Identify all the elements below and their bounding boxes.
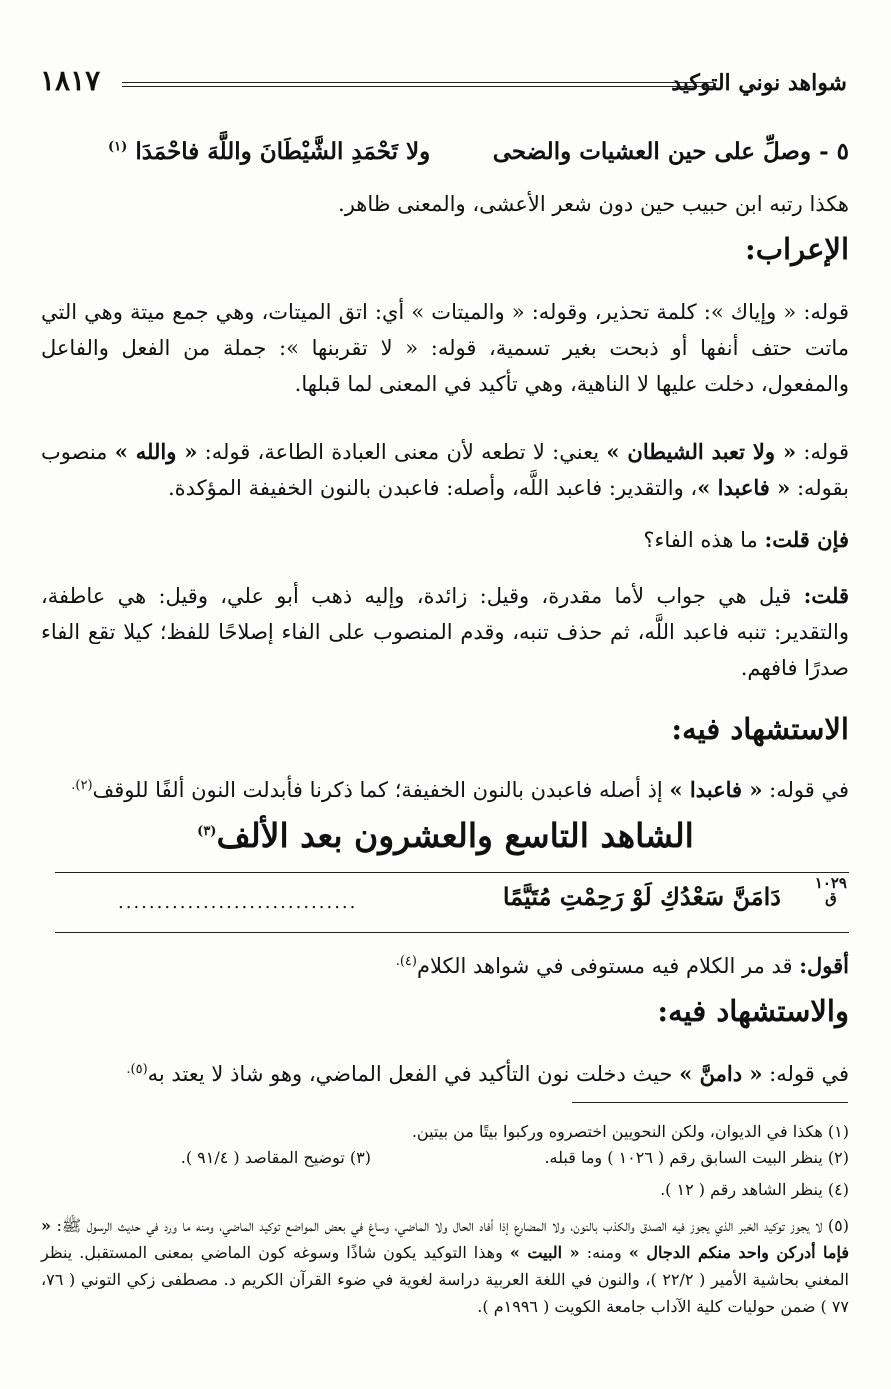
verse-first-half (493, 138, 849, 165)
footnote-ref-4: (٤). (395, 954, 417, 969)
footnote-rule (572, 1102, 848, 1103)
section-title (0, 816, 891, 855)
i3rab-paragraph-1: قوله: « وإياك »: كلمة تحذير، وقوله: « والميتات » أي: اتق الميتات، وهي جمع ميتة وهي التي ماتت حتف أنفها أو ذبحت بغير تسمية، قوله: « لا تقربنها »: جملة من الفعل والفاعل والمفعول، دخلت عليها لا الناهية، وهي تأكيد في المعنى لما قبلها. (41, 300, 849, 396)
footnote-5-bold-1: « فإما أدركن واحد منكم الدجال » (41, 1216, 850, 1262)
istishhad-line-2 (41, 1052, 849, 1092)
verse-number: ٥ - (819, 138, 849, 165)
verse-box-code: ق (825, 889, 837, 907)
footnote-5 (41, 1212, 849, 1320)
question-label: فإن قلت: (764, 527, 849, 552)
answer-text: قيل هي جواب لأما مقدرة، وقيل: زائدة، وإليه ذهب أبو علي، وقيل: هي عاطفة، والتقدير: تنبه فاعبد اللَّه، ثم حذف تنبه، وقدم المنصوب على الفاء إصلاحًا للفظ؛ كيلا تقع الفاء صدرًا فافهم. (41, 584, 849, 680)
istishhad2-bold: « دامنَّ » (679, 1061, 763, 1086)
p2-lead: قوله: (796, 440, 849, 464)
footnote-4: (٤) ينظر الشاهد رقم ( ١٢ ). (660, 1180, 849, 1199)
footnote-2: (٢) ينظر البيت السابق رقم ( ١٠٢٦ ) وما قبله. (544, 1148, 849, 1167)
answer-paragraph (41, 578, 849, 686)
footnote-5-part-c: وهذا التوكيد يكون شاذًا وسوغه كون الماضي بمعنى المستقبل. ينظر المغني بحاشية الأمير ( ٢٢/٢ )، والنون في اللغة العربية دراسة لغوية في ضوء القرآن الكريم د. مصطفى زكي التوني ( ٧٦، ٧٧ ) ضمن حوليات كلية الآداب جامعة الكويت ( ١٩٩٦م ). (41, 1243, 849, 1316)
footnote-1: (١) هكذا في الديوان، ولكن النحويين اختصروه وركبوا بيتًا من بيتين. (411, 1122, 849, 1141)
footnote-3: (٣) توضيح المقاصد ( ٩١/٤ ). (180, 1148, 371, 1167)
verse-box-top-rule (55, 872, 849, 873)
p2-tail: ، والتقدير: فاعبد اللَّه، وأصله: فاعبدن بالنون الخفيفة المؤكدة. (167, 476, 698, 500)
aqul-text: قد مر الكلام فيه مستوفى في شواهد الكلام (416, 954, 800, 978)
question-line (41, 522, 849, 558)
p2-bold-1: « ولا تعبد الشيطان » (606, 439, 797, 464)
aqul-line (41, 944, 849, 984)
istishhad2-tail: حيث دخلت نون التأكيد في الفعل الماضي، وهو شاذ لا يعتد به (147, 1062, 680, 1086)
istishhad-heading-2: والاستشهاد فيه: (657, 994, 849, 1028)
header-rule (122, 82, 714, 87)
verse-box-bottom-rule (55, 932, 849, 933)
footnote-ref-5: (٥). (126, 1062, 148, 1077)
p2-bold-3: « فاعبدا » (697, 475, 791, 500)
verse-box-text: دَامَنَّ سَعْدُكِ لَوْ رَحِمْتِ مُتَيَّمًا (502, 882, 781, 911)
i3rab-heading: الإعراب: (745, 232, 849, 266)
istishhad2-lead: في قوله: (762, 1062, 849, 1086)
verse-box-number-value: ١٠٢٩ (814, 874, 847, 892)
intro-line: هكذا رتبه ابن حبيب حين دون شعر الأعشى، والمعنى ظاهر. (338, 192, 849, 216)
section-title-text: الشاهد التاسع والعشرون بعد الألف (216, 816, 694, 855)
running-header-title: شواهد نوني التوكيد (671, 70, 847, 96)
page-number: ١٨١٧ (40, 64, 101, 97)
aqul-label: أقول: (799, 953, 849, 978)
istishhad1-lead: في قوله: (762, 778, 849, 802)
question-text: ما هذه الفاء؟ (643, 528, 765, 552)
footnote-5-part-a: (٥) لا يجوز توكيد الخبر الذي يجوز فيه الصدق والكذب بالنون، ولا المضارع إذا أفاد الحال ولا الماضي، وساغ في بعض المواضع توكيد الماضي، ومنه ما ورد في حديث الرسول ﷺ: (51, 1216, 850, 1235)
p2-bold-2: « والله » (114, 439, 198, 464)
p2-mid-2: منصوب بقوله: (41, 440, 849, 500)
p2-mid-1: يعني: لا تطعه لأن معنى العبادة الطاعة، قوله: (197, 440, 607, 464)
i3rab-paragraph-2 (41, 434, 849, 506)
verse-first-half-text: وصلِّ على حين العشيات والضحى (492, 138, 812, 165)
istishhad1-tail: إذ أصله فاعبدن بالنون الخفيفة؛ كما ذكرنا فأبدلت النون ألفًا للوقف (92, 778, 670, 802)
istishhad-line-1 (41, 768, 849, 808)
verse-second-half (108, 138, 430, 165)
footnote-ref-1: (١) (108, 139, 128, 155)
footnote-5-mid: ومنه: (579, 1243, 629, 1262)
verse-second-half-text: ولا تَحْمَدِ الشَّيْطَانَ واللَّهَ فاحْمَدَا (135, 138, 431, 165)
footnote-ref-3: (٣) (197, 824, 217, 839)
answer-label: قلت: (803, 583, 849, 608)
verse-box-number (815, 876, 847, 906)
istishhad1-bold: « فاعبدا » (669, 777, 763, 802)
footnote-ref-2: (٢). (71, 778, 93, 793)
istishhad-heading-1: الاستشهاد فيه: (671, 712, 849, 746)
footnote-5-bold-2: « البيت » (509, 1243, 580, 1262)
verse-box-dots: ............................... (118, 892, 358, 913)
